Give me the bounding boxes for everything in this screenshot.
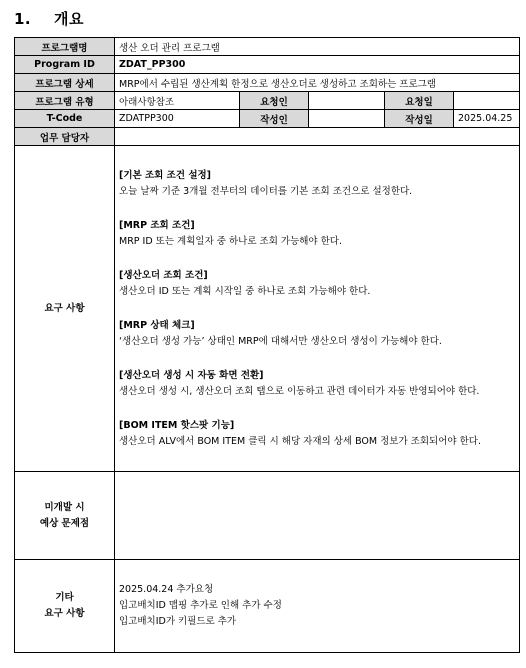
author-value [309, 110, 385, 128]
risks-label-line2: 예상 문제점 [39, 517, 90, 529]
row-program-name [15, 38, 520, 56]
row-owner [15, 128, 520, 146]
requirement-item [119, 218, 515, 250]
row-program-detail [15, 74, 520, 92]
requirement-body: ‘생산오더 생성 가능’ 상태인 MRP에 대해서만 생산오더 생성이 가능해야 한다. [119, 335, 442, 347]
section-heading [14, 8, 84, 29]
requirement-title: [생산오더 생성 시 자동 화면 전환] [119, 369, 264, 381]
requester-label: 요청인 [240, 92, 309, 110]
requirement-item [119, 318, 515, 350]
program-spec-table [14, 37, 520, 653]
row-tcode [15, 110, 520, 128]
program-id-label: Program ID [15, 56, 115, 74]
requirements-label: 요구 사항 [15, 146, 115, 472]
risks-label [15, 472, 115, 560]
written-date-value: 2025.04.25 [454, 110, 520, 128]
program-detail-label: 프로그램 상세 [15, 74, 115, 92]
requirement-body: MRP ID 또는 계획일자 중 하나로 조회 가능해야 한다. [119, 235, 343, 247]
requirement-item [119, 268, 515, 300]
program-name-label: 프로그램명 [15, 38, 115, 56]
program-detail-value: MRP에서 수립된 생산계획 한정으로 생산오더로 생성하고 조회하는 프로그램 [115, 74, 520, 92]
requirement-title: [생산오더 조회 조건] [119, 269, 208, 281]
etc-label-line2: 요구 사항 [44, 608, 85, 619]
request-date-label: 요청일 [385, 92, 454, 110]
requirement-title: [MRP 조회 조건] [119, 219, 195, 231]
requirement-body: 생산오더 생성 시, 생산오더 조회 탭으로 이동하고 관련 데이터가 자동 반영되어야 한다. [119, 385, 480, 397]
etc-line: 입고배치ID가 키필드로 추가 [119, 616, 237, 627]
program-id-value: ZDAT_PP300 [115, 56, 520, 74]
author-label: 작성인 [240, 110, 309, 128]
requester-value [309, 92, 385, 110]
requirement-title: [BOM ITEM 핫스팟 기능] [119, 419, 235, 431]
requirements-content [115, 146, 520, 472]
requirement-body: 오늘 날짜 기준 3개월 전부터의 데이터를 기본 조회 조건으로 설정한다. [119, 185, 413, 197]
risks-value [115, 472, 520, 560]
row-requirements [15, 146, 520, 472]
etc-line: 2025.04.24 추가요청 [119, 584, 214, 595]
written-date-label: 작성일 [385, 110, 454, 128]
requirement-item [119, 418, 515, 450]
program-type-label: 프로그램 유형 [15, 92, 115, 110]
requirement-title: [기본 조회 조건 설정] [119, 169, 212, 181]
risks-label-line1: 미개발 시 [44, 501, 85, 513]
tcode-value: ZDATPP300 [115, 110, 240, 128]
row-program-id [15, 56, 520, 74]
request-date-value [454, 92, 520, 110]
owner-value [115, 128, 520, 146]
requirement-title: [MRP 상태 체크] [119, 319, 195, 331]
section-number: 1. [14, 10, 32, 28]
requirement-body: 생산오더 ID 또는 계획 시작일 중 하나로 조회 가능해야 한다. [119, 285, 371, 297]
etc-content [115, 560, 520, 653]
etc-label-line1: 기타 [55, 592, 74, 603]
etc-line: 입고배치ID 맵핑 추가로 인해 추가 수정 [119, 600, 282, 611]
program-type-value: 아래사항참조 [115, 92, 240, 110]
requirement-item [119, 168, 515, 200]
row-etc [15, 560, 520, 653]
etc-label [15, 560, 115, 653]
tcode-label: T-Code [15, 110, 115, 128]
row-program-type [15, 92, 520, 110]
owner-label: 업무 담당자 [15, 128, 115, 146]
section-title: 개요 [54, 10, 84, 28]
program-name-value: 생산 오더 관리 프로그램 [115, 38, 520, 56]
requirement-body: 생산오더 ALV에서 BOM ITEM 클릭 시 해당 자재의 상세 BOM 정보가 조회되어야 한다. [119, 435, 481, 447]
row-risks [15, 472, 520, 560]
requirement-item [119, 368, 515, 400]
